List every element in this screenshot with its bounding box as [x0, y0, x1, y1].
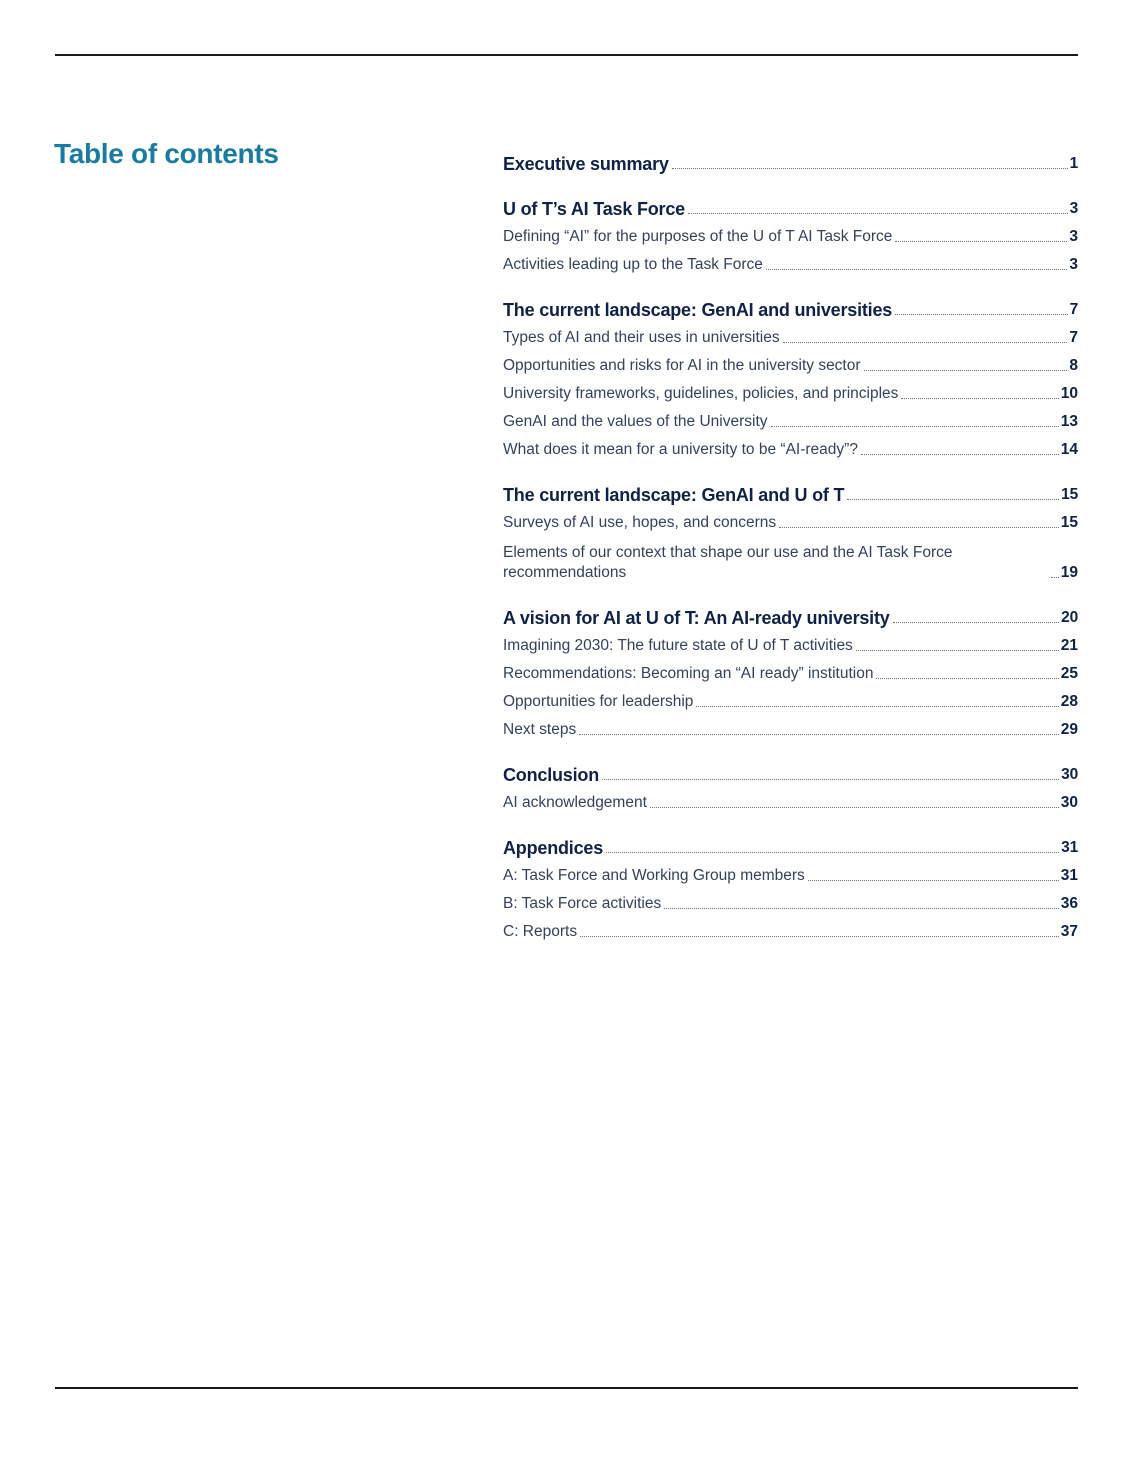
toc-entry-label: A: Task Force and Working Group members	[503, 867, 805, 884]
dot-leader	[602, 779, 1059, 780]
toc-page-number: 7	[1069, 329, 1078, 346]
toc-subsection-entry[interactable]	[503, 860, 1078, 888]
toc-page-number: 19	[1060, 564, 1078, 581]
dot-leader	[783, 342, 1068, 343]
dot-leader	[876, 678, 1058, 679]
toc-page-number: 31	[1060, 867, 1078, 884]
dot-leader	[895, 314, 1067, 315]
toc-entry-label: Executive summary	[503, 154, 669, 174]
dot-leader	[771, 426, 1059, 427]
dot-leader	[766, 269, 1067, 270]
toc-entry-label: Types of AI and their uses in universities	[503, 329, 780, 346]
dot-leader	[893, 622, 1060, 623]
dot-leader	[672, 168, 1068, 169]
toc-entry-label: Surveys of AI use, hopes, and concerns	[503, 514, 777, 531]
toc-section-entry[interactable]	[503, 600, 1078, 630]
dot-leader	[688, 213, 1068, 214]
toc-subsection-entry[interactable]	[503, 406, 1078, 434]
toc-entry-label: What does it mean for a university to be “AI-ready”?	[503, 441, 858, 458]
toc-section-entry[interactable]	[503, 191, 1078, 221]
toc-entry-label: U of T’s AI Task Force	[503, 199, 685, 219]
toc-page-number: 7	[1069, 301, 1078, 318]
toc-entry-label: Appendices	[503, 838, 604, 858]
toc-page-number: 10	[1060, 385, 1078, 402]
toc-page-number: 30	[1060, 794, 1078, 811]
toc-entry-label: Recommendations: Becoming an “AI ready” institution	[503, 665, 874, 682]
toc-entry-label: Opportunities and risks for AI in the university sector	[503, 357, 861, 374]
toc-page-number: 3	[1069, 256, 1078, 273]
toc-page-number: 15	[1061, 486, 1078, 503]
toc-page-number: 20	[1061, 609, 1078, 626]
toc-page-number: 37	[1060, 923, 1078, 940]
dot-leader	[580, 936, 1059, 937]
toc-section-entry[interactable]	[503, 477, 1078, 507]
toc-subsection-entry[interactable]	[503, 434, 1078, 462]
dot-leader	[1051, 577, 1059, 578]
dot-leader	[847, 499, 1059, 500]
toc-page-number: 29	[1060, 721, 1078, 738]
toc-entry-label: Activities leading up to the Task Force	[503, 256, 763, 273]
dot-leader	[650, 807, 1059, 808]
toc-subsection-entry[interactable]	[503, 888, 1078, 916]
page-title: Table of contents	[54, 138, 279, 169]
toc-subsection-entry[interactable]	[503, 221, 1078, 249]
toc-subsection-entry[interactable]	[503, 322, 1078, 350]
table-of-contents	[503, 146, 1078, 944]
toc-subsection-entry[interactable]	[503, 630, 1078, 658]
dot-leader	[779, 527, 1059, 528]
toc-entry-label: Elements of our context that shape our use and the AI Task Force recommendations	[503, 544, 953, 581]
toc-subsection-entry[interactable]	[503, 535, 1078, 585]
toc-entry-label: B: Task Force activities	[503, 895, 662, 912]
dot-leader	[901, 398, 1058, 399]
dot-leader	[696, 706, 1058, 707]
toc-subsection-entry[interactable]	[503, 507, 1078, 535]
toc-subsection-entry[interactable]	[503, 714, 1078, 742]
dot-leader	[895, 241, 1067, 242]
toc-section-entry[interactable]	[503, 830, 1078, 860]
toc-page-number: 28	[1060, 693, 1078, 710]
toc-page-number: 3	[1069, 200, 1078, 217]
toc-section-entry[interactable]	[503, 292, 1078, 322]
toc-section-entry[interactable]	[503, 757, 1078, 787]
toc-entry-label: A vision for AI at U of T: An AI-ready university	[503, 608, 890, 628]
bottom-rule	[55, 1387, 1078, 1389]
toc-page-number: 31	[1061, 839, 1078, 856]
toc-subsection-entry[interactable]	[503, 787, 1078, 815]
toc-entry-label: Next steps	[503, 721, 577, 738]
toc-entry-label: University frameworks, guidelines, policies, and principles	[503, 385, 899, 402]
toc-entry-label: Opportunities for leadership	[503, 693, 694, 710]
toc-page-number: 13	[1060, 413, 1078, 430]
dot-leader	[664, 908, 1059, 909]
toc-subsection-entry[interactable]	[503, 249, 1078, 277]
toc-entry-label: GenAI and the values of the University	[503, 413, 768, 430]
toc-page-number: 15	[1060, 514, 1078, 531]
toc-page-number: 36	[1060, 895, 1078, 912]
toc-entry-label: The current landscape: GenAI and U of T	[503, 485, 845, 505]
toc-subsection-entry[interactable]	[503, 916, 1078, 944]
dot-leader	[864, 370, 1068, 371]
toc-page-number: 1	[1069, 155, 1078, 172]
toc-page-number: 25	[1060, 665, 1078, 682]
toc-entry-label: C: Reports	[503, 923, 578, 940]
toc-entry-label: Imagining 2030: The future state of U of T activities	[503, 637, 853, 654]
toc-entry-label: Defining “AI” for the purposes of the U of T AI Task Force	[503, 228, 893, 245]
toc-page-number: 30	[1061, 766, 1078, 783]
dot-leader	[856, 650, 1059, 651]
toc-subsection-entry[interactable]	[503, 378, 1078, 406]
toc-page-number: 3	[1069, 228, 1078, 245]
toc-entry-label: Conclusion	[503, 765, 599, 785]
toc-page-number: 21	[1060, 637, 1078, 654]
dot-leader	[861, 454, 1059, 455]
toc-section-entry[interactable]	[503, 146, 1078, 176]
toc-entry-label: The current landscape: GenAI and universities	[503, 300, 893, 320]
toc-subsection-entry[interactable]	[503, 686, 1078, 714]
dot-leader	[579, 734, 1059, 735]
toc-page-number: 14	[1060, 441, 1078, 458]
toc-entry-label: AI acknowledgement	[503, 794, 647, 811]
dot-leader	[808, 880, 1059, 881]
top-rule	[55, 54, 1078, 56]
toc-subsection-entry[interactable]	[503, 350, 1078, 378]
dot-leader	[606, 852, 1059, 853]
toc-page-number: 8	[1069, 357, 1078, 374]
toc-subsection-entry[interactable]	[503, 658, 1078, 686]
